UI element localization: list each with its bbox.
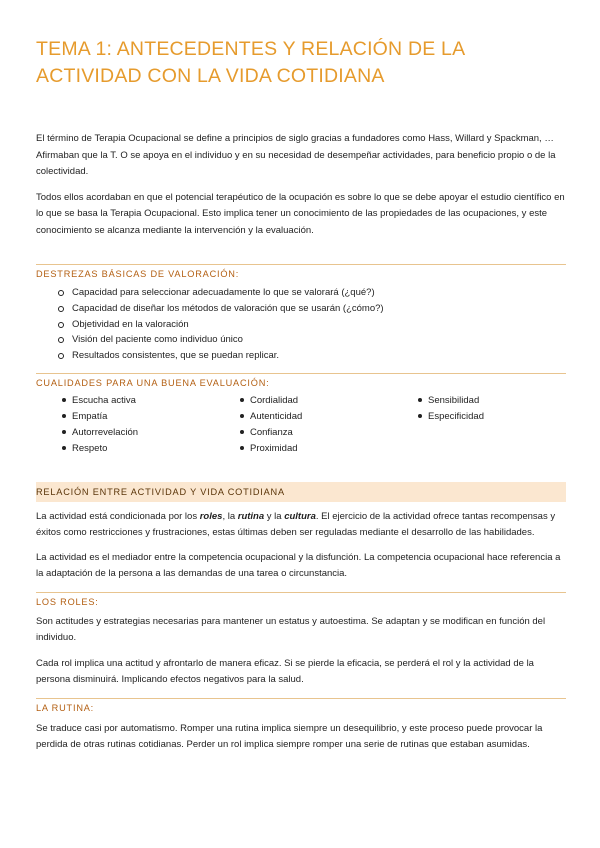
roles-heading: LOS ROLES:: [36, 592, 566, 610]
bullet-icon: [240, 430, 244, 434]
list-item: Visión del paciente como individuo único: [58, 332, 566, 348]
intro-paragraph-2: Todos ellos acordaban en que el potencial terapéutico de la ocupación es sobre lo que se debe apoyar el estudio científico en lo que se basa la Terapia Ocupacional. Esto implica tener un conocimiento de las propiedades de las ocupaciones, y este conocimiento se alcanza mediante la intervención y la evaluación.: [36, 191, 565, 236]
cualidades-column-2: [240, 393, 418, 457]
list-item: Resultados consistentes, que se puedan replicar.: [58, 348, 566, 364]
cualidades-column-1: [62, 393, 240, 457]
list-item: Proximidad: [240, 441, 418, 457]
destrezas-list: [36, 285, 566, 364]
list-item: Empatía: [62, 409, 240, 425]
bullet-icon: [62, 446, 66, 450]
list-item: Objetividad en la valoración: [58, 317, 566, 333]
circle-bullet-icon: [58, 353, 64, 359]
cualidades-heading: CUALIDADES PARA UNA BUENA EVALUACIÓN:: [36, 373, 566, 391]
bullet-icon: [62, 430, 66, 434]
bullet-icon: [240, 446, 244, 450]
intro-paragraph-1: El término de Terapia Ocupacional se define a principios de siglo gracias a fundadores como Hass, Willard y Spackman, … Afirmaban que la T. O se apoya en el individuo y en su necesidad de desempeñar actividades, para beneficio propio o de la colectividad.: [36, 133, 556, 177]
page-title: TEMA 1: ANTECEDENTES Y RELACIÓN DE LA ACTIVIDAD CON LA VIDA COTIDIANA: [36, 38, 465, 87]
rutina-heading: LA RUTINA:: [36, 698, 566, 716]
cualidades-grid: [36, 393, 566, 457]
bullet-icon: [240, 398, 244, 402]
list-item: Autenticidad: [240, 409, 418, 425]
relacion-paragraph-1: La actividad está condicionada por los roles, la rutina y la cultura. El ejercicio de la actividad ofrece tantas recompensas y éxitos como restricciones y frustraciones, estas últimas deben ser reguladas mediante el desarrollo de las habilidades.: [36, 510, 556, 539]
list-item: Autorrevelación: [62, 425, 240, 441]
circle-bullet-icon: [58, 306, 64, 312]
list-item: Escucha activa: [62, 393, 240, 409]
roles-paragraph-2: Cada rol implica una actitud y afrontarlo de manera eficaz. Si se pierde la eficacia, se perderá el rol y la actividad de la persona disminuirá. Implicando efectos negativos para la salud.: [36, 657, 534, 686]
bullet-icon: [62, 414, 66, 418]
document-page: [36, 36, 566, 754]
bullet-icon: [240, 414, 244, 418]
list-item: Respeto: [62, 441, 240, 457]
bullet-icon: [418, 398, 422, 402]
list-item: Confianza: [240, 425, 418, 441]
circle-bullet-icon: [58, 322, 64, 328]
rutina-paragraph-1: Se traduce casi por automatismo. Romper una rutina implica siempre un desequilibrio, y este proceso puede provocar la perdida de otras rutinas cotidianas. Perder un rol implica siempre romper una serie de rutinas que estaban asumidas.: [36, 722, 543, 751]
list-item: Especificidad: [418, 409, 538, 425]
list-item: Cordialidad: [240, 393, 418, 409]
destrezas-heading: DESTREZAS BÁSICAS DE VALORACIÓN:: [36, 264, 566, 282]
relacion-paragraph-2: La actividad es el mediador entre la competencia ocupacional y la disfunción. La competencia ocupacional hace referencia a la adaptación de la persona a las demandas de una tarea o circunstancia.: [36, 551, 561, 580]
cualidades-column-3: [418, 393, 538, 457]
relacion-heading: RELACIÓN ENTRE ACTIVIDAD Y VIDA COTIDIANA: [36, 482, 566, 502]
bullet-icon: [62, 398, 66, 402]
list-item: Capacidad de diseñar los métodos de valoración que se usarán (¿cómo?): [58, 301, 566, 317]
circle-bullet-icon: [58, 337, 64, 343]
circle-bullet-icon: [58, 290, 64, 296]
roles-paragraph-1: Son actitudes y estrategias necesarias para mantener un estatus y autoestima. Se adaptan y se modifican en función del individuo.: [36, 615, 546, 644]
list-item: Capacidad para seleccionar adecuadamente lo que se valorará (¿qué?): [58, 285, 566, 301]
bullet-icon: [418, 414, 422, 418]
list-item: Sensibilidad: [418, 393, 538, 409]
